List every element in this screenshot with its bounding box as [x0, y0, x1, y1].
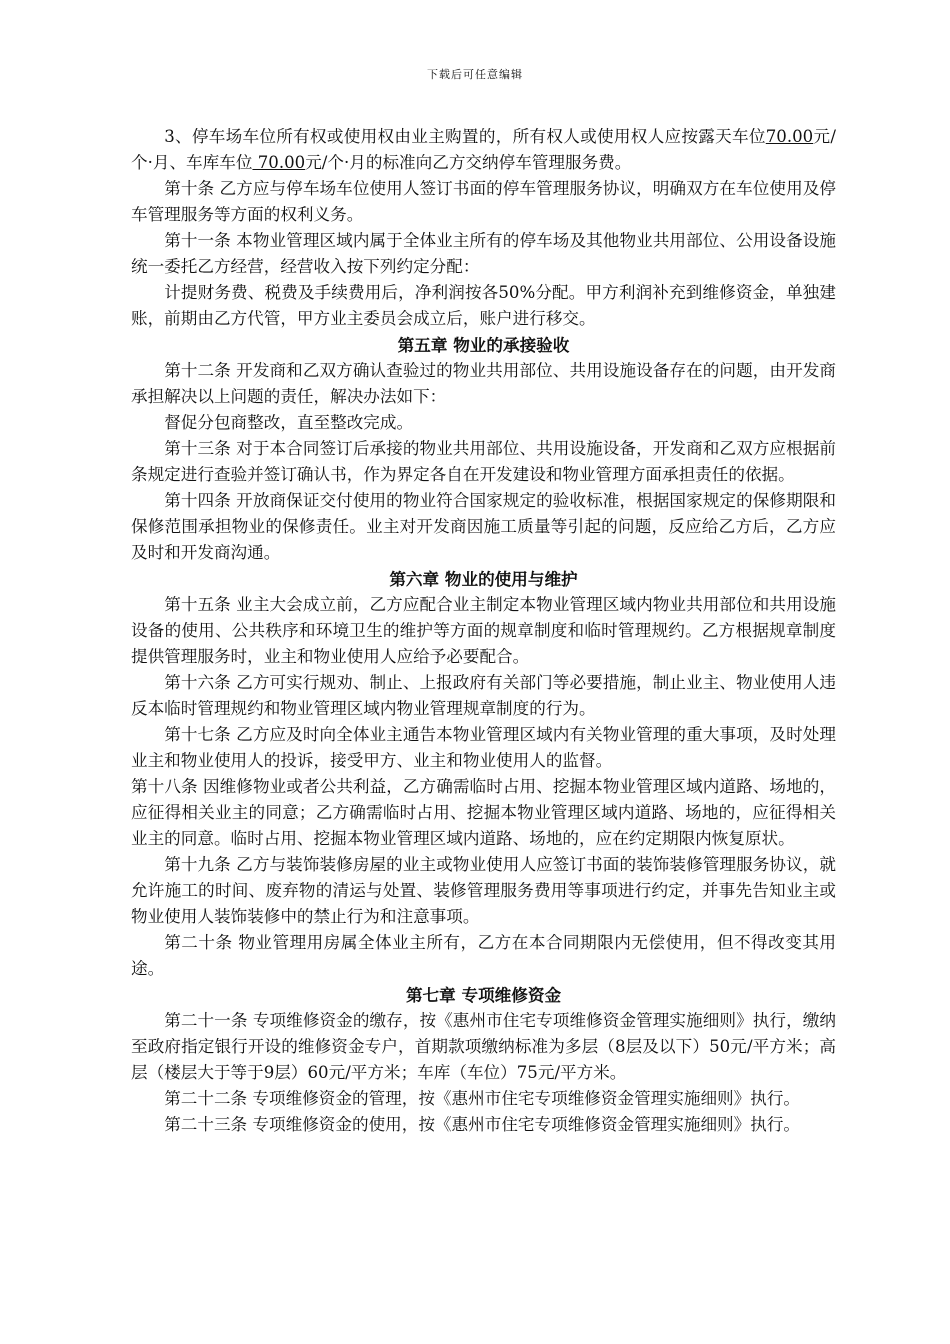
article-23: 第二十三条 专项维修资金的使用，按《惠州市住宅专项维修资金管理实施细则》执行。 [164, 1115, 801, 1134]
parking-fee-text-1: 3、停车场车位所有权或使用权由业主购置的，所有权人或使用权人应按露天车位 [164, 127, 766, 146]
chapter-7-heading: 第七章 专项维修资金 [405, 985, 562, 1005]
chapter-5-heading: 第五章 物业的承接验收 [397, 335, 570, 355]
article-13: 第十三条 对于本合同签订后承接的物业共用部位、共用设施设备，开发商和乙双方应根据前条规定进行查验并签订确认书，作为界定各自在开发建设和物业管理方面承担责任的依据。 [131, 439, 836, 484]
rectification-note: 督促分包商整改，直至整改完成。 [164, 413, 414, 432]
document-body [131, 124, 836, 1138]
article-14: 第十四条 开放商保证交付使用的物业符合国家规定的验收标准，根据国家规定的保修期限和保修范围承担物业的保修责任。业主对开发商因施工质量等引起的问题，反应给乙方后，乙方应及时和开发商沟通。 [131, 491, 836, 562]
article-19: 第十九条 乙方与装饰装修房屋的业主或物业使用人应签订书面的装饰装修管理服务协议，就允许施工的时间、废弃物的清运与处置、装修管理服务费用等事项进行约定，并事先告知业主或物业使用人装饰装修中的禁止行为和注意事项。 [131, 855, 836, 926]
garage-fee-value: 70.00 [252, 153, 306, 172]
article-16: 第十六条 乙方可实行规劝、制止、上报政府有关部门等必要措施，制止业主、物业使用人违反本临时管理规约和物业管理区域内物业管理规章制度的行为。 [131, 673, 836, 718]
profit-distribution: 计提财务费、税费及手续费用后，净利润按各50%分配。甲方利润补充到维修资金，单独建账，前期由乙方代管，甲方业主委员会成立后，账户进行移交。 [131, 283, 836, 328]
article-22: 第二十二条 专项维修资金的管理，按《惠州市住宅专项维修资金管理实施细则》执行。 [164, 1089, 801, 1108]
parking-fee-text-3: 元/个·月的标准向乙方交纳停车管理服务费。 [305, 153, 632, 172]
open-air-fee-value: 70.00 [765, 127, 814, 146]
article-15: 第十五条 业主大会成立前，乙方应配合业主制定本物业管理区域内物业共用部位和共用设施设备的使用、公共秩序和环境卫生的维护等方面的规章制度和临时管理规约。乙方根据规章制度提供管理服务时，业主和物业使用人应给予必要配合。 [131, 595, 836, 666]
article-17: 第十七条 乙方应及时向全体业主通告本物业管理区域内有关物业管理的重大事项，及时处理业主和物业使用人的投诉，接受甲方、业主和物业使用人的监督。 [131, 725, 836, 770]
paragraph-parking-fee [131, 124, 836, 176]
article-21: 第二十一条 专项维修资金的缴存，按《惠州市住宅专项维修资金管理实施细则》执行，缴纳至政府指定银行开设的维修资金专户，首期款项缴纳标准为多层（8层及以下）50元/平方米；高层（楼层大于等于9层）60元/平方米；车库（车位）75元/平方米。 [131, 1011, 836, 1082]
article-18: 第十八条 因维修物业或者公共利益，乙方确需临时占用、挖掘本物业管理区域内道路、场地的，应征得相关业主的同意；乙方确需临时占用、挖掘本物业管理区域内道路、场地的，应征得相关业主的同意。临时占用、挖掘本物业管理区域内道路、场地的，应在约定期限内恢复原状。 [131, 777, 836, 848]
article-11: 第十一条 本物业管理区域内属于全体业主所有的停车场及其他物业共用部位、公用设备设施统一委托乙方经营，经营收入按下列约定分配： [131, 231, 836, 276]
article-10: 第十条 乙方应与停车场车位使用人签订书面的停车管理服务协议，明确双方在车位使用及停车管理服务等方面的权利义务。 [131, 179, 836, 224]
chapter-6-heading: 第六章 物业的使用与维护 [389, 569, 578, 589]
page-header: 下载后可任意编辑 [427, 68, 523, 81]
article-12: 第十二条 开发商和乙双方确认查验过的物业共用部位、共用设施设备存在的问题，由开发商承担解决以上问题的责任，解决办法如下： [131, 361, 836, 406]
article-20: 第二十条 物业管理用房属全体业主所有，乙方在本合同期限内无偿使用，但不得改变其用途。 [131, 933, 836, 978]
parking-fee-text-2: 元/个·月、车库车位 [131, 127, 837, 172]
